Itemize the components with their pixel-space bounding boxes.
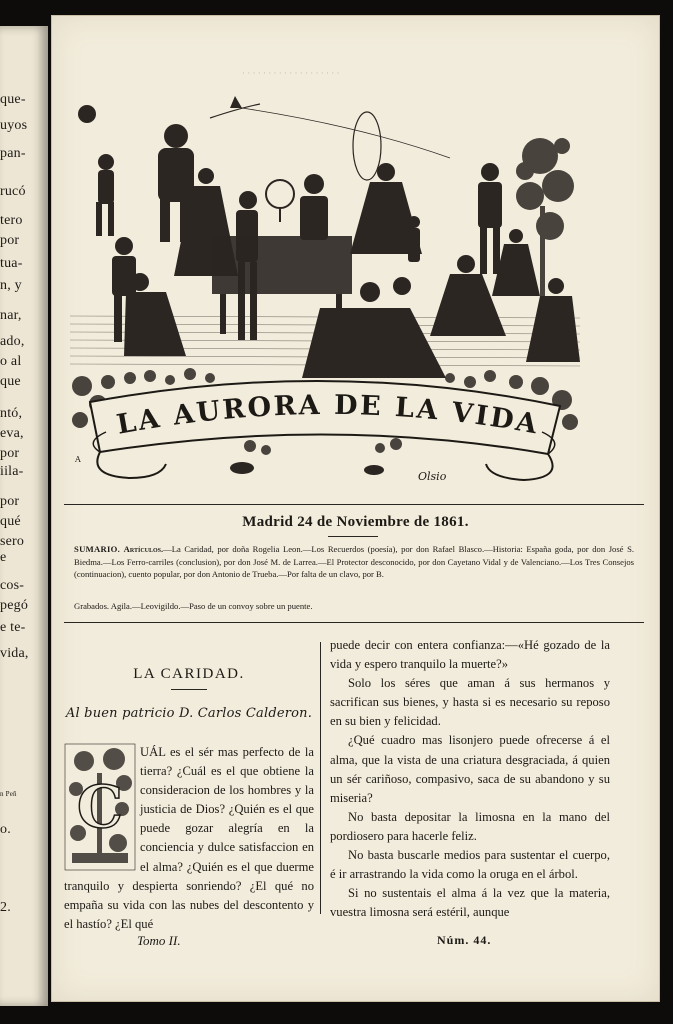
left-page-text-fragment: e [0,550,7,565]
banner-title-text: LA AURORA DE LA VIDA [114,389,542,441]
left-page-text-fragment: ntó, [0,406,23,421]
left-page-text-fragment: qué [0,514,21,529]
left-page-text-fragment: por [0,233,20,248]
left-page-text-fragment: rucó [0,184,26,199]
left-page-text-fragment: n Peñ [0,790,17,798]
summary-text: —La Caridad, por doña Rogelia Leon.—Los Recuerdos (poesía), por don Rafael Blasco.—Historia: España goda, por don José S. Biedma.—Los Ferro-carriles (conclusion), por don José M. de Larrea.—El Protector desconocido, por don Cayetano Vidal y de Valenciano.—Los Tres Consejos (continuacion), cuento popular, por don Antonio de Trueba.—Por falta de un clavo, por B. [74,544,634,579]
left-page-text-fragment: o. [0,822,11,837]
article-paragraph: No basta depositar la limosna en la mano del pordiosero para hacerle feliz. [330,809,610,843]
engravings-text: Agila.—Leovigildo.—Paso de un convoy sobre un puente. [110,601,313,611]
article-paragraph: Si no sustentais el alma á la vez que la materia, vuestra limosna será estéril, aunque [330,886,610,920]
article-paragraph: No basta buscarle medios para sustentar el cuerpo, é ir arrastrando la vida como la oruga en el árbol. [330,848,610,882]
article-title: LA CARIDAD. [133,666,245,682]
left-page-text-fragment: tero [0,213,23,228]
masthead-engraving [70,86,580,496]
ball-illustration [78,105,96,123]
left-page-text-fragment: o al [0,354,22,369]
article-dedication: Al buen patricio D. Carlos Calderon. [65,706,313,721]
left-page-text-fragment: iila- [0,464,24,479]
articles-label: Artículos. [123,544,164,554]
children-figures [96,124,580,378]
left-page-text-fragment: n, y [0,278,22,293]
article-body-col1 [64,743,314,934]
left-page-text-fragment: pan- [0,146,26,161]
summary-block [74,543,634,581]
svg-text:C: C [76,773,124,841]
jump-rope [353,112,381,180]
column-divider [320,642,321,914]
artist-signature: Olsio [418,470,447,483]
engravings-list [74,600,634,612]
dateline-flourish [328,536,378,537]
summary-label: SUMARIO. [74,544,121,554]
left-page-text-fragment: que [0,374,21,389]
left-page-text-fragment: nar, [0,308,22,323]
left-page-text-fragment: pegó [0,598,29,613]
article-body-col2 [330,636,610,922]
previous-page-fragment [0,26,48,1006]
kite-string [242,108,450,158]
left-page-text-fragment: cos- [0,578,25,593]
newspaper-page [52,16,659,1001]
left-page-text-fragment: que- [0,92,26,107]
title-underline [171,689,207,690]
left-page-text-fragment: eva, [0,426,24,441]
left-page-text-fragment: tua- [0,256,23,271]
article-column-2 [330,636,610,922]
article-paragraph: puede decir con entera confianza:—«Hé gozado de la vida y espero tranquilo la muerte?» [330,638,610,672]
volume-label: Tomo II. [137,933,181,948]
left-page-text-fragment: 2. [0,900,11,915]
left-page-text-fragment: por [0,494,20,509]
header-rule [64,504,644,505]
summary-rule [64,622,644,623]
decorated-initial-c [64,743,136,871]
left-page-text-fragment: uyos [0,118,28,133]
issue-dateline: Madrid 24 de Noviembre de 1861. [242,514,469,530]
left-page-text-fragment: vida, [0,646,29,661]
engravings-label: Grabados. [74,601,110,611]
left-page-text-fragment: por [0,446,20,461]
article-column-1 [64,652,314,934]
article-paragraph: Solo los séres que aman á sus hermanos y sacrifican sus bienes, y hasta si es necesario su reposo en su bien y felicidad. [330,676,610,729]
issue-number: Núm. 44. [437,933,492,947]
article-text-col1: UÁL es el sér mas perfecto de la tierra? ¿Cuál es el que obtiene la consideracion de los hombres y la justicia de Dios? ¿Quién es el que puede gozar alegría en la conciencia y dulce satisfaccion en el alma? ¿Quién es el que duerme tranquilo y despierta sonriendo? ¿El qué no empaña su vida con las nubes del descontento y el hastío? ¿El qué [64,745,314,931]
bleed-through-text: · · · · · · · · · · · · · · · · · · · [242,68,340,78]
left-page-text-fragment: ado, [0,334,25,349]
left-page-text-fragment: sero [0,534,25,549]
article-paragraph: ¿Qué cuadro mas lisonjero puede ofrecerse á el alma, que la vista de una criatura desgraciada, á quien un sér cariñoso, compasivo, saca de su abandono y su miseria? [330,733,610,805]
engraver-mark: A [75,455,81,464]
left-page-text-fragment: e te- [0,620,26,635]
